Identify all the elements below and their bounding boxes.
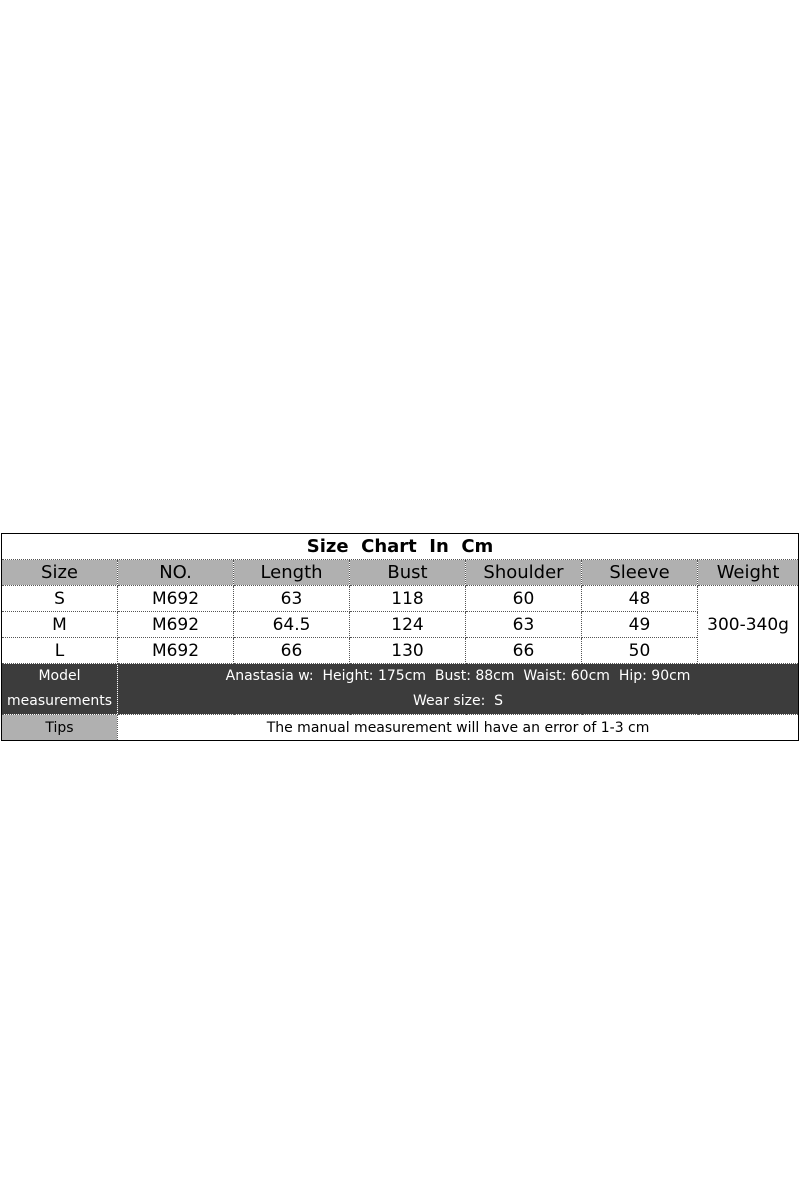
cell-length: 66 bbox=[234, 638, 350, 664]
header-number: NO. bbox=[118, 560, 234, 586]
size-chart-table bbox=[1, 533, 799, 741]
cell-length: 63 bbox=[234, 586, 350, 612]
model-measurements bbox=[118, 664, 799, 715]
cell-weight: 300-340g bbox=[698, 586, 799, 664]
table-row bbox=[2, 612, 799, 638]
model-label-line1: Model bbox=[38, 668, 81, 684]
chart-title: Size Chart In Cm bbox=[2, 534, 799, 560]
cell-number: M692 bbox=[118, 612, 234, 638]
table-row bbox=[2, 638, 799, 664]
cell-bust: 130 bbox=[350, 638, 466, 664]
header-shoulder: Shoulder bbox=[466, 560, 582, 586]
cell-sleeve: 50 bbox=[582, 638, 698, 664]
cell-size: M bbox=[2, 612, 118, 638]
header-length: Length bbox=[234, 560, 350, 586]
model-label-line2: measurements bbox=[7, 693, 112, 709]
cell-shoulder: 66 bbox=[466, 638, 582, 664]
cell-size: L bbox=[2, 638, 118, 664]
cell-shoulder: 60 bbox=[466, 586, 582, 612]
header-weight: Weight bbox=[698, 560, 799, 586]
model-wear-size: Wear size: S bbox=[413, 693, 504, 709]
cell-shoulder: 63 bbox=[466, 612, 582, 638]
cell-bust: 124 bbox=[350, 612, 466, 638]
cell-size: S bbox=[2, 586, 118, 612]
table-row bbox=[2, 586, 799, 612]
cell-number: M692 bbox=[118, 638, 234, 664]
cell-length: 64.5 bbox=[234, 612, 350, 638]
model-label bbox=[2, 664, 118, 715]
cell-number: M692 bbox=[118, 586, 234, 612]
cell-bust: 118 bbox=[350, 586, 466, 612]
cell-sleeve: 48 bbox=[582, 586, 698, 612]
title-row bbox=[2, 534, 799, 560]
header-size: Size bbox=[2, 560, 118, 586]
tips-label: Tips bbox=[2, 715, 118, 741]
cell-sleeve: 49 bbox=[582, 612, 698, 638]
tips-row bbox=[2, 715, 799, 741]
model-row bbox=[2, 664, 799, 715]
header-row bbox=[2, 560, 799, 586]
model-measurements-line1: Anastasia w: Height: 175cm Bust: 88cm Waist: 60cm Hip: 90cm bbox=[225, 668, 691, 684]
header-bust: Bust bbox=[350, 560, 466, 586]
header-sleeve: Sleeve bbox=[582, 560, 698, 586]
tips-text: The manual measurement will have an error of 1-3 cm bbox=[118, 715, 799, 741]
